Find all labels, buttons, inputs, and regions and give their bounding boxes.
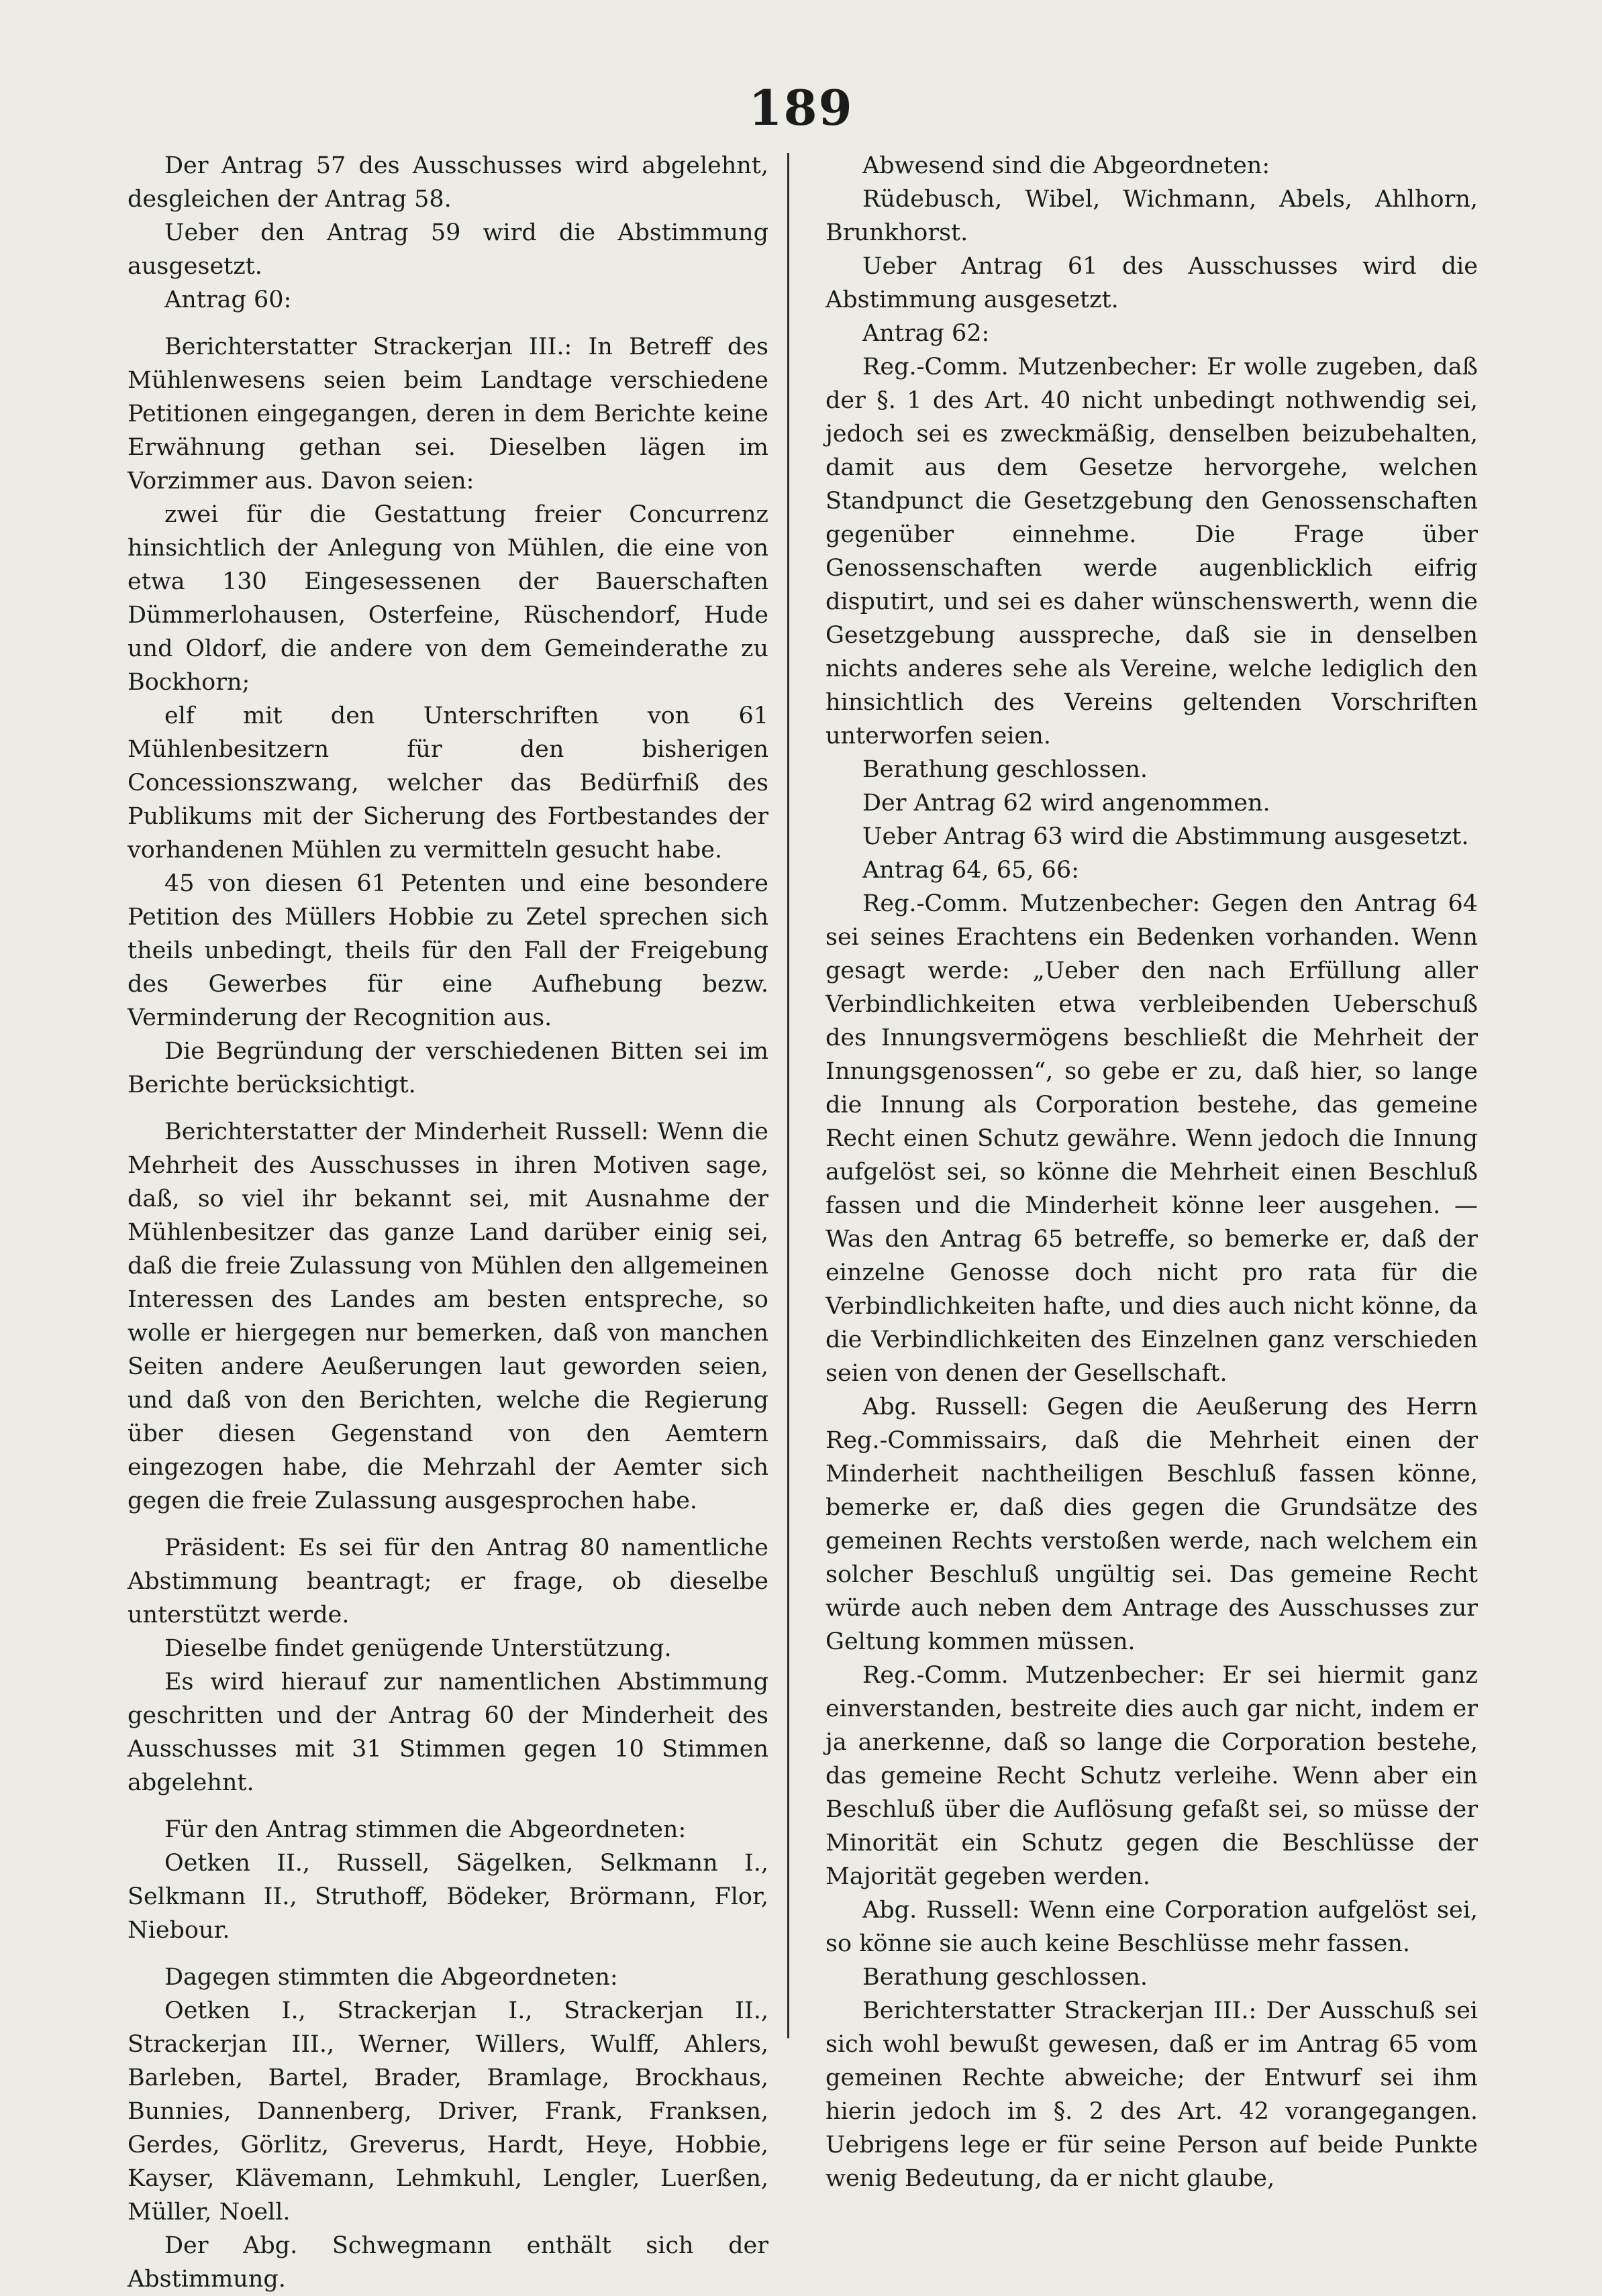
page-number: 189 (748, 79, 854, 136)
paragraph: Ueber den Antrag 59 wird die Abstimmung ausgesetzt. (128, 219, 768, 280)
paragraph: Der Abg. Schwegmann enthält sich der Abstimmung. (128, 2232, 768, 2293)
paragraph: Dieselbe findet genügende Unterstützung. (164, 1635, 672, 1662)
paragraph: Reg.-Comm. Mutzenbecher: Er wolle zugeben, daß der §. 1 des Art. 40 nicht unbedingt nothwendig sei, jedoch sei es zweckmäßig, denselben beizubehalten, damit aus dem Gesetze hervorgehe, welchen Standpunct die Gesetzgebung den Genossenschaften gegenüber einnehme. Die Frage über Genossenschaften werde augenblicklich eifrig disputirt, und sei es daher wünschenswerth, wenn die Gesetzgebung ausspreche, daß sie in denselben nichts anderes sehe als Vereine, welche lediglich den hinsichtlich des Vereins geltenden Vorschriften unterworfen seien. (825, 354, 1478, 749)
paragraph: Reg.-Comm. Mutzenbecher: Er sei hiermit ganz einverstanden, bestreite dies auch gar nicht, indem er ja anerkenne, daß so lange die Corporation bestehe, das gemeine Recht Schutz verleihe. Wenn aber ein Beschluß über die Auflösung gefaßt sei, so müsse der Minorität ein Schutz gegen die Beschlüsse der Majorität gegeben werden. (825, 1662, 1478, 1890)
paragraph: Es wird hierauf zur namentlichen Abstimmung geschritten und der Antrag 60 der Minderheit des Ausschusses mit 31 Stimmen gegen 10 Stimmen abgelehnt. (128, 1669, 768, 1796)
name-list: Oetken II., Russell, Sägelken, Selkmann I., Selkmann II., Struthoff, Bödeker, Brörmann, Flor, Niebour. (128, 1850, 768, 1944)
paragraph: Antrag 60: (164, 286, 292, 313)
paragraph: Berichterstatter Strackerjan III.: Der Ausschuß sei sich wohl bewußt gewesen, daß er im Antrag 65 vom gemeinen Rechte abweiche; der Entwurf sei ihm hierin jedoch im §. 2 des Art. 42 vorangegangen. Uebrigens lege er für seine Person auf beide Punkte wenig Bedeutung, da er nicht glaube, (825, 1997, 1478, 2192)
paragraph: Abg. Russell: Wenn eine Corporation aufgelöst sei, so könne sie auch keine Beschlüsse mehr fassen. (825, 1897, 1478, 1957)
paragraph: Abg. Russell: Gegen die Aeußerung des Herrn Reg.-Commissairs, daß die Mehrheit einen der Minderheit nachtheiligen Beschluß fassen könne, bemerke er, daß dies gegen die Grundsätze des gemeinen Rechts verstoßen werde, nach welchem ein solcher Beschluß ungültig sei. Das gemeine Recht würde auch neben dem Antrage des Ausschusses zur Geltung kommen müssen. (825, 1394, 1478, 1655)
paragraph: 45 von diesen 61 Petenten und eine besondere Petition des Müllers Hobbie zu Zetel sprechen sich theils unbedingt, theils für den Fall der Freigebung des Gewerbes für eine Aufhebung bezw. Verminderung der Recognition aus. (128, 870, 768, 1031)
right-column (825, 149, 1478, 2195)
paragraph: Reg.-Comm. Mutzenbecher: Gegen den Antrag 64 sei seines Erachtens ein Bedenken vorhanden. Wenn gesagt werde: „Ueber den nach Erfüllung aller Verbindlichkeiten etwa verbleibenden Ueberschuß des Innungsvermögens beschließt die Mehrheit der Innungsgenossen“, so gebe er zu, daß hier, so lange die Innung als Corporation bestehe, das gemeine Recht einen Schutz gewähre. Wenn jedoch die Innung aufgelöst sei, so könne die Mehrheit einen Beschluß fassen und die Minderheit könne leer ausgehen. — Was den Antrag 65 betreffe, so bemerke er, daß der einzelne Genosse doch nicht pro rata für die Verbindlichkeiten hafte, und dies auch nicht könne, da die Verbindlichkeiten des Einzelnen ganz verschieden seien von denen der Gesellschaft. (825, 890, 1478, 1387)
paragraph: zwei für die Gestattung freier Concurrenz hinsichtlich der Anlegung von Mühlen, die eine von etwa 130 Eingesessenen der Bauerschaften Dümmerlohausen, Osterfeine, Rüschendorf, Hude und Oldorf, die andere von dem Gemeinderathe zu Bockhorn; (128, 501, 768, 696)
paragraph: Antrag 62: (862, 320, 990, 347)
paragraph: Für den Antrag stimmen die Abgeordneten: (164, 1816, 687, 1843)
paragraph: Ueber Antrag 63 wird die Abstimmung ausgesetzt. (862, 823, 1469, 850)
paragraph: Antrag 64, 65, 66: (862, 857, 1079, 884)
paragraph: Berathung geschlossen. (862, 1964, 1148, 1991)
paragraph: elf mit den Unterschriften von 61 Mühlenbesitzern für den bisherigen Concessionszwang, welcher das Bedürfniß des Publikums mit der Sicherung des Fortbestandes der vorhandenen Mühlen zu vermitteln gesucht habe. (128, 702, 768, 864)
paragraph: Abwesend sind die Abgeordneten: (862, 152, 1270, 179)
paragraph: Präsident: Es sei für den Antrag 80 namentliche Abstimmung beantragt; er frage, ob dieselbe unterstützt werde. (128, 1534, 768, 1628)
name-list: Oetken I., Strackerjan I., Strackerjan II., Strackerjan III., Werner, Willers, Wulff, Ahlers, Barleben, Bartel, Brader, Bramlage, Brockhaus, Bunnies, Dannenberg, Driver, Frank, Franksen, Gerdes, Görlitz, Greverus, Hardt, Heye, Hobbie, Kayser, Klävemann, Lehmkuhl, Lengler, Luerßen, Müller, Noell. (128, 1997, 768, 2226)
paragraph: Berichterstatter der Minderheit Russell: Wenn die Mehrheit des Ausschusses in ihren Motiven sage, daß, so viel ihr bekannt sei, mit Ausnahme der Mühlenbesitzer das ganze Land darüber einig sei, daß die freie Zulassung von Mühlen den allgemeinen Interessen des Landes am besten entspreche, so wolle er hiergegen nur bemerken, daß von manchen Seiten andere Aeußerungen laut geworden seien, und daß von den Berichten, welche die Regierung über diesen Gegenstand von den Aemtern eingezogen habe, die Mehrzahl der Aemter sich gegen die freie Zulassung ausgesprochen habe. (128, 1118, 768, 1514)
left-column (128, 149, 768, 2296)
paragraph: Dagegen stimmten die Abgeordneten: (164, 1964, 618, 1991)
paragraph: Ueber Antrag 61 des Ausschusses wird die Abstimmung ausgesetzt. (825, 253, 1478, 313)
paragraph: Berathung geschlossen. (862, 756, 1148, 783)
paragraph: Der Antrag 62 wird angenommen. (862, 790, 1270, 817)
paragraph: Berichterstatter Strackerjan III.: In Betreff des Mühlenwesens seien beim Landtage verschiedene Petitionen eingegangen, deren in dem Berichte keine Erwähnung gethan sei. Dieselben lägen im Vorzimmer aus. Davon seien: (128, 333, 768, 494)
name-list: Rüdebusch, Wibel, Wichmann, Abels, Ahlhorn, Brunkhorst. (825, 186, 1478, 246)
paragraph: Der Antrag 57 des Ausschusses wird abgelehnt, desgleichen der Antrag 58. (128, 152, 768, 213)
column-divider (787, 153, 789, 2038)
paragraph: Die Begründung der verschiedenen Bitten sei im Berichte berücksichtigt. (128, 1038, 768, 1098)
